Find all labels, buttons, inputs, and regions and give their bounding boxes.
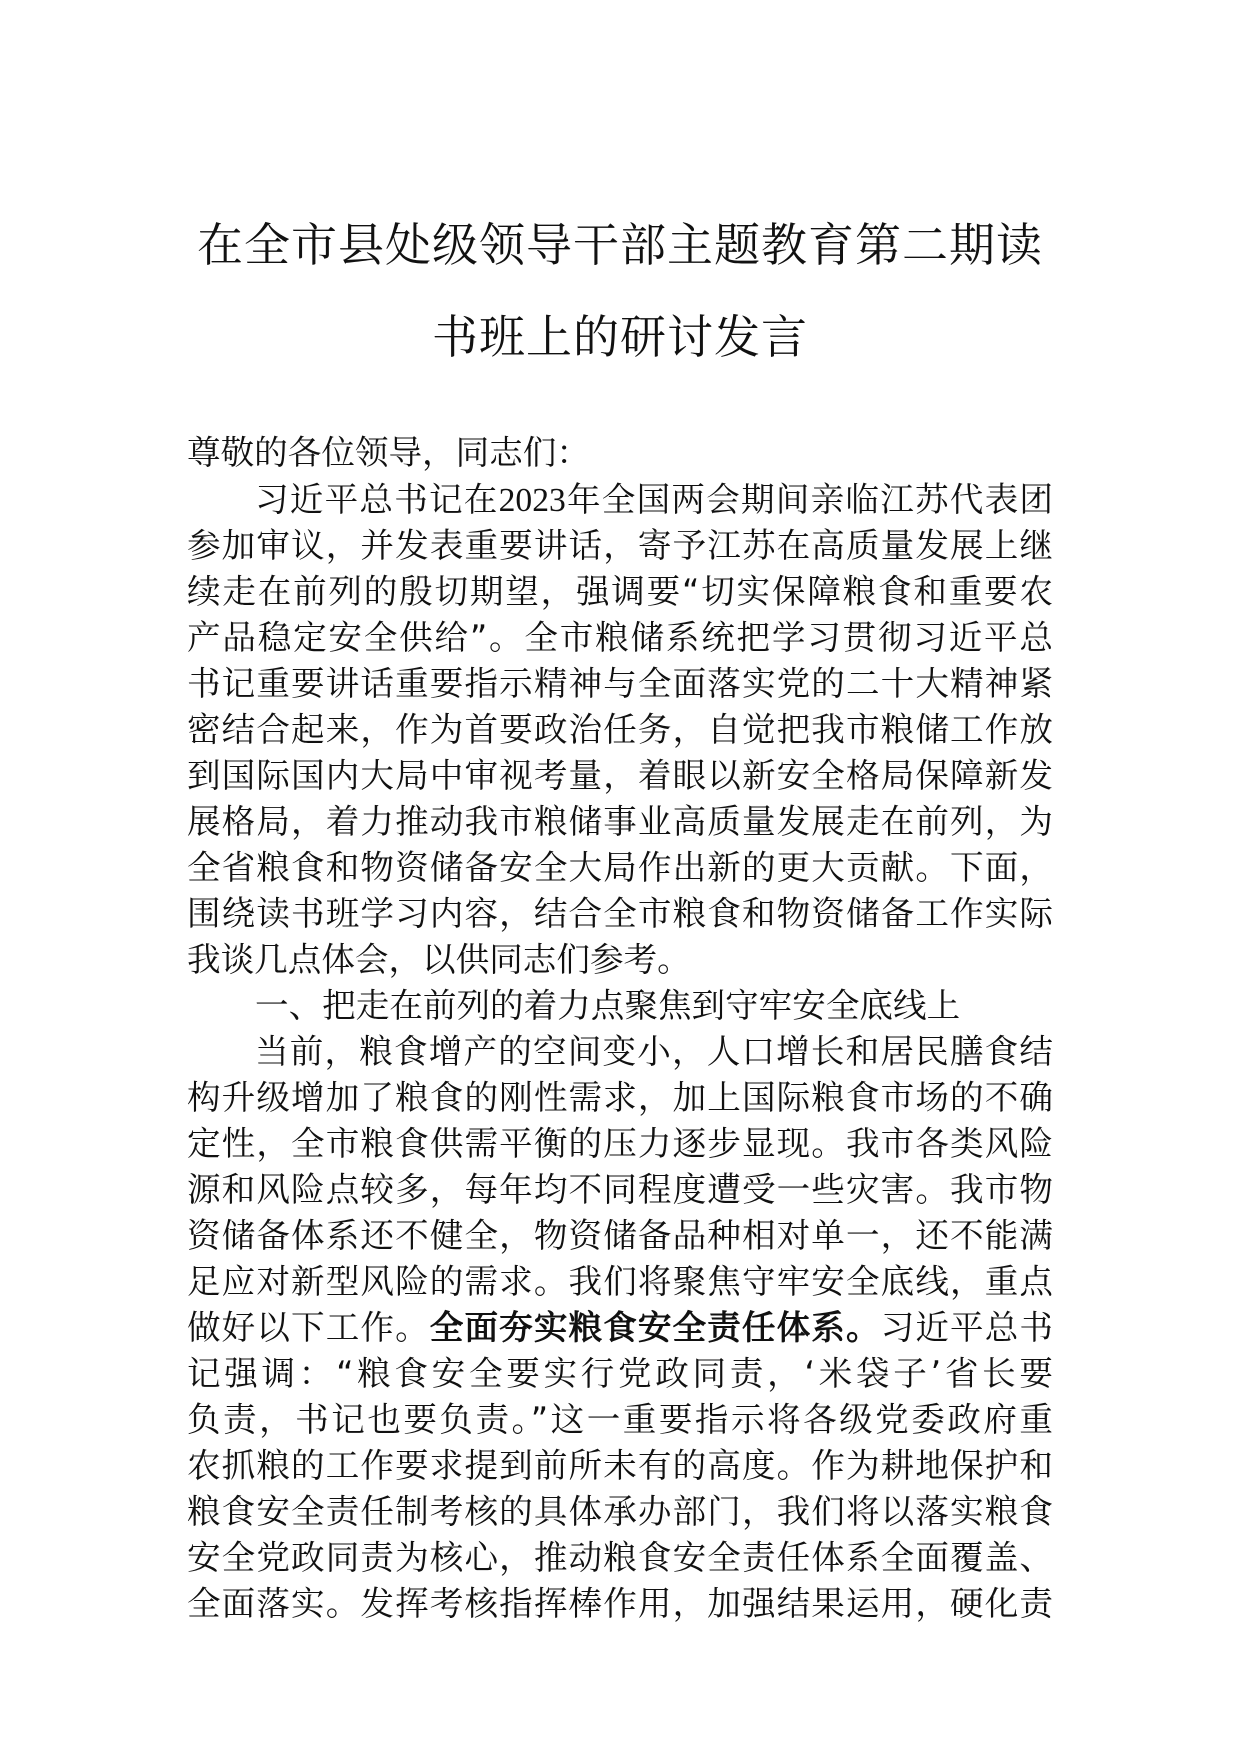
paragraph-2-line-3: 定性，全市粮食供需平衡的压力逐步显现。我市各类风险 [187, 1124, 1053, 1163]
paragraph-1-line-6: 密结合起来，作为首要政治任务，自觉把我市粮储工作放 [187, 710, 1053, 749]
paragraph-1-line-1 [255, 480, 1053, 519]
paragraph-2-text-a: 做好以下工作。 [187, 1308, 430, 1347]
section-heading-1: 一、把走在前列的着力点聚焦到守牢安全底线上 [255, 986, 961, 1025]
paragraph-1-line-2: 参加审议，并发表重要讲话，寄予江苏在高质量发展上继 [187, 526, 1053, 565]
paragraph-2-line-6: 足应对新型风险的需求。我们将聚焦守牢安全底线，重点 [187, 1262, 1053, 1301]
paragraph-2-text-b: 习近平总书 [880, 1308, 1053, 1347]
document-title-line-1: 在全市县处级领导干部主题教育第二期读 [197, 218, 1043, 272]
paragraph-1-line-4: 产品稳定安全供给”。全市粮储系统把学习贯彻习近平总 [187, 618, 1053, 657]
paragraph-2-line-2: 构升级增加了粮食的刚性需求，加上国际粮食市场的不确 [187, 1078, 1053, 1117]
paragraph-1-line-9: 全省粮食和物资储备安全大局作出新的更大贡献。下面， [187, 848, 1053, 887]
paragraph-1-line-10: 围绕读书班学习内容，结合全市粮食和物资储备工作实际 [187, 894, 1053, 933]
paragraph-2-line-8: 记强调：“粮食安全要实行党政同责，‘米袋子’省长要 [187, 1354, 1053, 1393]
paragraph-2-line-10: 农抓粮的工作要求提到前所未有的高度。作为耕地保护和 [187, 1446, 1053, 1485]
paragraph-2-line-9: 负责，书记也要负责。”这一重要指示将各级党委政府重 [187, 1400, 1053, 1439]
document-title-line-2: 书班上的研讨发言 [432, 310, 808, 364]
paragraph-1-year: 2023 [498, 482, 566, 519]
paragraph-1-line-11: 我谈几点体会，以供同志们参考。 [187, 940, 691, 979]
paragraph-1-text-a: 习近平总书记在 [255, 480, 499, 519]
paragraph-2-line-1: 当前，粮食增产的空间变小，人口增长和居民膳食结 [255, 1032, 1053, 1071]
paragraph-1-line-8: 展格局，着力推动我市粮储事业高质量发展走在前列，为 [187, 802, 1053, 841]
paragraph-1-line-5: 书记重要讲话重要指示精神与全面落实党的二十大精神紧 [187, 664, 1053, 703]
paragraph-1-line-7: 到国际国内大局中审视考量，着眼以新安全格局保障新发 [187, 756, 1053, 795]
paragraph-1-line-3: 续走在前列的殷切期望，强调要“切实保障粮食和重要农 [187, 572, 1053, 611]
paragraph-2-line-11: 粮食安全责任制考核的具体承办部门，我们将以落实粮食 [187, 1492, 1053, 1531]
paragraph-1-text-b: 年全国两会期间亲临江苏代表团 [565, 480, 1053, 519]
paragraph-2-line-13: 全面落实。发挥考核指挥棒作用，加强结果运用，硬化责 [187, 1584, 1053, 1623]
paragraph-2-line-7 [187, 1308, 1053, 1347]
salutation: 尊敬的各位领导，同志们： [187, 433, 590, 472]
paragraph-2-line-5: 资储备体系还不健全，物资储备品种相对单一，还不能满 [187, 1216, 1053, 1255]
paragraph-2-line-12: 安全党政同责为核心，推动粮食安全责任体系全面覆盖、 [187, 1538, 1053, 1577]
bold-subheading: 全面夯实粮食安全责任体系。 [429, 1308, 881, 1347]
paragraph-2-line-4: 源和风险点较多，每年均不同程度遭受一些灾害。我市物 [187, 1170, 1053, 1209]
